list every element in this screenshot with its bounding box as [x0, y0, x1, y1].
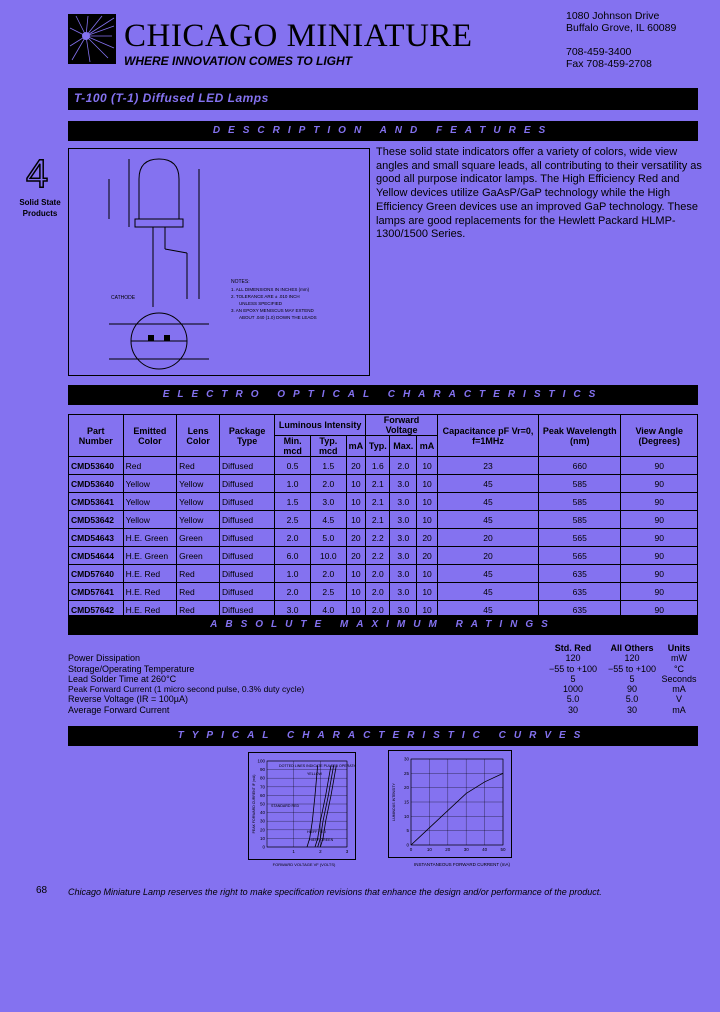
x-tick-label: 10 — [426, 847, 432, 852]
brand-name: CHICAGO MINIATURE — [124, 18, 473, 54]
ratings-table — [68, 643, 698, 715]
table-cell: Diffused — [220, 457, 275, 475]
y-tick-label: 20 — [403, 785, 409, 791]
table-cell: 90 — [621, 601, 698, 619]
table-cell: 90 — [621, 529, 698, 547]
section-number: 4 — [26, 152, 49, 196]
table-cell: 23 — [437, 457, 538, 475]
table-cell: 2.1 — [366, 493, 390, 511]
ratings-col-units: Units — [667, 643, 691, 653]
table-cell: 5.0 — [310, 529, 346, 547]
table-cell: CMD57641 — [69, 583, 124, 601]
contact-block — [566, 10, 696, 70]
table-cell: Red — [123, 457, 177, 475]
section-electro-header: ELECTRO OPTICAL CHARACTERISTICS — [68, 385, 698, 405]
table-cell: CMD53640 — [69, 457, 124, 475]
table-cell: 2.2 — [366, 529, 390, 547]
ratings-cell: 5.0 — [566, 694, 580, 705]
table-cell: 3.0 — [390, 475, 417, 493]
table-row — [69, 583, 698, 601]
table-cell: 20 — [437, 529, 538, 547]
group-forward: Forward Voltage — [366, 415, 438, 436]
table-cell: 1.0 — [275, 565, 311, 583]
ratings-row — [68, 664, 698, 674]
y-tick-label: 15 — [403, 799, 409, 805]
section-absolute-header: ABSOLUTE MAXIMUM RATINGS — [68, 615, 698, 635]
table-row — [69, 565, 698, 583]
table-cell: 660 — [539, 457, 621, 475]
y-tick-label: 60 — [259, 792, 265, 798]
y-tick-label: 25 — [403, 770, 409, 776]
table-cell: CMD57642 — [69, 601, 124, 619]
ratings-cell: 5 — [629, 673, 635, 684]
page-title: T-100 (T-1) Diffused LED Lamps — [74, 91, 269, 105]
table-cell: H.E. Green — [123, 529, 177, 547]
col-ma1: mA — [346, 436, 366, 457]
address-line-2: Buffalo Grove, IL 60089 — [566, 22, 677, 34]
table-cell: 3.0 — [390, 493, 417, 511]
table-cell: 10 — [346, 583, 366, 601]
table-cell: 2.0 — [366, 601, 390, 619]
table-cell: CMD53640 — [69, 475, 124, 493]
table-cell: H.E. Green — [123, 547, 177, 565]
luminous-intensity-chart — [388, 750, 512, 858]
x-tick-label: 0 — [409, 847, 413, 852]
section-description-header: DESCRIPTION AND FEATURES — [68, 121, 698, 141]
table-cell: Diffused — [220, 511, 275, 529]
table-cell: 3.0 — [390, 583, 417, 601]
table-cell: 45 — [437, 493, 538, 511]
y-tick-label: 90 — [259, 767, 265, 773]
ratings-row — [68, 705, 698, 715]
table-row — [69, 475, 698, 493]
table-cell: 90 — [621, 511, 698, 529]
table-cell: Diffused — [220, 547, 275, 565]
table-cell: Yellow — [177, 475, 220, 493]
table-cell: Yellow — [123, 475, 177, 493]
series-line — [320, 765, 336, 847]
table-cell: 4.5 — [310, 511, 346, 529]
table-cell: 45 — [437, 475, 538, 493]
table-cell: 1.0 — [275, 475, 311, 493]
ratings-cell: 30 — [626, 704, 637, 715]
y-tick-label: 10 — [259, 835, 265, 841]
table-cell: 10 — [346, 601, 366, 619]
table-cell: 2.2 — [366, 547, 390, 565]
x-tick-label: 40 — [482, 847, 488, 852]
table-cell: 2.0 — [310, 565, 346, 583]
table-cell: Diffused — [220, 565, 275, 583]
table-cell: 10 — [417, 475, 438, 493]
table-cell: Diffused — [220, 475, 275, 493]
table-cell: 45 — [437, 511, 538, 529]
table-cell: 2.1 — [366, 475, 390, 493]
chart-annotation: DOTTED LINES INDICATE PULSED OPERATION — [279, 764, 355, 768]
table-cell: 635 — [539, 565, 621, 583]
ratings-cell: mA — [672, 704, 686, 715]
table-cell: Red — [177, 583, 220, 601]
table-cell: CMD53641 — [69, 493, 124, 511]
table-cell: 3.0 — [390, 529, 417, 547]
table-row — [69, 511, 698, 529]
chart1-xlabel: FORWARD VOLTAGE VF (VOLTS) — [272, 862, 336, 867]
table-row — [69, 529, 698, 547]
led-dome — [139, 159, 179, 219]
col-vmax: Max. — [390, 436, 417, 457]
table-cell: H.E. Red — [123, 565, 177, 583]
y-tick-label: 30 — [259, 818, 265, 824]
ratings-cell: Storage/Operating Temperature — [68, 663, 195, 674]
table-cell: Red — [177, 457, 220, 475]
table-cell: 565 — [539, 547, 621, 565]
ratings-cell: 120 — [565, 653, 581, 664]
table-cell: 90 — [621, 475, 698, 493]
ratings-cell: Lead Solder Time at 260°C — [68, 673, 177, 684]
table-cell: 10 — [417, 565, 438, 583]
table-cell: 90 — [621, 547, 698, 565]
table-cell: 90 — [621, 457, 698, 475]
y-tick-label: 20 — [259, 827, 265, 833]
table-cell: 45 — [437, 565, 538, 583]
col-package: Package Type — [220, 415, 275, 457]
ratings-cell: mW — [671, 653, 687, 664]
table-cell: 3.0 — [275, 601, 311, 619]
led-flange — [135, 219, 183, 227]
table-cell: 2.5 — [275, 511, 311, 529]
table-cell: Red — [177, 601, 220, 619]
table-cell: Yellow — [177, 493, 220, 511]
table-cell: 10 — [417, 457, 438, 475]
table-cell: CMD57640 — [69, 565, 124, 583]
note-3b: ABOUT .040 (1.0) DOWN THE LEADS — [239, 315, 317, 320]
table-cell: 2.1 — [366, 511, 390, 529]
table-cell: 10 — [346, 565, 366, 583]
col-lens: Lens Color — [177, 415, 220, 457]
table-cell: H.E. Red — [123, 583, 177, 601]
table-cell: 45 — [437, 583, 538, 601]
address-line-1: 1080 Johnson Drive — [566, 10, 660, 22]
x-tick-label: 50 — [500, 847, 506, 852]
table-cell: 6.0 — [275, 547, 311, 565]
table-row — [69, 547, 698, 565]
table-cell: 585 — [539, 475, 621, 493]
table-cell: 2.0 — [366, 565, 390, 583]
table-row — [69, 457, 698, 475]
y-tick-label: 50 — [259, 801, 265, 807]
chart-annotation: YELLOW — [307, 772, 322, 776]
series-line — [307, 765, 318, 847]
table-cell: Diffused — [220, 601, 275, 619]
table-cell: 635 — [539, 601, 621, 619]
series-line — [318, 765, 334, 847]
x-tick-label: 30 — [463, 847, 469, 852]
ratings-cell: Power Dissipation — [68, 653, 141, 664]
table-cell: 20 — [346, 547, 366, 565]
col-capacitance: Capacitance pF Vr=0, f=1MHz — [437, 415, 538, 457]
forward-voltage-chart — [248, 752, 356, 860]
cathode-label: CATHODE — [111, 295, 136, 301]
table-cell: 10 — [417, 583, 438, 601]
y-tick-label: 5 — [406, 828, 409, 834]
col-view: View Angle (Degrees) — [621, 415, 698, 457]
table-cell: 90 — [621, 583, 698, 601]
table-cell: 10 — [417, 511, 438, 529]
ratings-row — [68, 674, 698, 684]
table-cell: 20 — [417, 529, 438, 547]
table-cell: 585 — [539, 511, 621, 529]
col-ma2: mA — [417, 436, 438, 457]
table-cell: 2.0 — [275, 529, 311, 547]
table-cell: 90 — [621, 493, 698, 511]
table-row — [69, 493, 698, 511]
table-cell: 1.6 — [366, 457, 390, 475]
side-label: Solid State Products — [19, 198, 61, 218]
table-cell: 1.5 — [310, 457, 346, 475]
y-tick-label: 100 — [257, 758, 265, 764]
col-peak: Peak Wavelength (nm) — [539, 415, 621, 457]
ratings-cell: V — [675, 694, 682, 705]
note-2: 2. TOLERANCE ARE ± .010 INCH — [231, 294, 300, 299]
ratings-cell: 30 — [567, 704, 578, 715]
note-1: 1. ALL DIMENSIONS IN INCHES (mm) — [231, 287, 310, 292]
led-dimension-diagram — [68, 148, 370, 376]
ratings-row — [68, 684, 698, 694]
table-cell: 3.0 — [390, 511, 417, 529]
table-cell: 20 — [346, 457, 366, 475]
y-tick-label: 0 — [406, 842, 409, 848]
y-tick-label: 80 — [259, 775, 265, 781]
table-cell: 3.0 — [390, 547, 417, 565]
footer-note: Chicago Miniature Lamp reserves the right to make specification revisions that enhance the design and/or performance of the product. — [68, 887, 602, 897]
col-vtyp: Typ. — [366, 436, 390, 457]
description-text: These solid state indicators offer a variety of colors, wide view angles and small square leads, all contributing to their versatility as good all purpose indicator lamps. The High Efficiency Red and Yellow devices utilize GaAsP/GaP technology while the High Efficiency Green devices use an improved GaP technology. These lamps are good replacements for the Hewlett Packard HLMP-1300/1500 Series. — [376, 146, 702, 241]
ratings-cell: −55 to +100 — [548, 663, 598, 674]
col-typ: Typ. mcd — [310, 436, 346, 457]
table-cell: 565 — [539, 529, 621, 547]
table-cell: 2.0 — [390, 457, 417, 475]
ratings-cell: 5.0 — [625, 694, 639, 705]
table-cell: 4.0 — [310, 601, 346, 619]
table-cell: Diffused — [220, 583, 275, 601]
table-cell: 10 — [346, 493, 366, 511]
y-tick-label: 10 — [403, 813, 409, 819]
chart-annotation: HIEFF GREEN — [309, 838, 334, 842]
ratings-cell: 1000 — [562, 684, 584, 695]
table-cell: CMD54643 — [69, 529, 124, 547]
ratings-cell: mA — [672, 684, 686, 695]
y-tick-label: 70 — [259, 784, 265, 790]
ratings-header — [68, 643, 698, 653]
ratings-cell: °C — [673, 663, 685, 674]
table-cell: 90 — [621, 565, 698, 583]
x-tick-label: 3 — [345, 849, 349, 854]
note-2b: UNLESS SPECIFIED — [239, 301, 283, 306]
table-cell: Green — [177, 529, 220, 547]
table-cell: 10 — [346, 475, 366, 493]
table-cell: 20 — [437, 547, 538, 565]
table-cell: Yellow — [123, 493, 177, 511]
table-cell: 585 — [539, 493, 621, 511]
table-cell: 20 — [417, 547, 438, 565]
table-cell: 3.0 — [310, 493, 346, 511]
chart-annotation: HIEFF RED — [307, 830, 326, 834]
x-tick-label: 2 — [319, 849, 322, 854]
ratings-row — [68, 694, 698, 704]
notes-title: NOTES: — [231, 279, 250, 285]
table-cell: 1.5 — [275, 493, 311, 511]
ratings-col-std: Std. Red — [554, 643, 592, 653]
ratings-cell: 5 — [570, 673, 576, 684]
chart-annotation: STANDARD RED — [271, 804, 300, 808]
x-tick-label: 20 — [445, 847, 451, 852]
ratings-cell: Peak Forward Current (1 micro second pulse, 0.3% duty cycle) — [68, 684, 305, 695]
table-cell: Red — [177, 565, 220, 583]
table-cell: 45 — [437, 601, 538, 619]
ratings-col-others: All Others — [610, 643, 654, 653]
table-cell: CMD54644 — [69, 547, 124, 565]
table-cell: 20 — [346, 529, 366, 547]
ratings-row — [68, 653, 698, 663]
table-cell: 3.0 — [390, 601, 417, 619]
y-axis-label: LUMINOUS INTENSITY — [392, 783, 396, 821]
tagline: WHERE INNOVATION COMES TO LIGHT — [124, 54, 352, 68]
table-cell: 2.5 — [310, 583, 346, 601]
page-title-bar — [68, 88, 698, 110]
y-axis-label: PEAK FORWARD CURRENT IF (mA) — [252, 774, 256, 834]
table-cell: 2.0 — [366, 583, 390, 601]
ratings-cell: Average Forward Current — [68, 704, 170, 715]
company-logo — [68, 14, 116, 64]
table-cell: 0.5 — [275, 457, 311, 475]
table-cell: H.E. Red — [123, 601, 177, 619]
fax: Fax 708-459-2708 — [566, 58, 652, 70]
starburst-icon — [68, 14, 116, 64]
note-3: 3. AN EPOXY MENISCUS MAY EXTEND — [231, 308, 314, 313]
table-cell: 10 — [417, 493, 438, 511]
series-line — [411, 773, 503, 845]
page-number: 68 — [36, 885, 48, 896]
ratings-cell: 90 — [626, 684, 637, 695]
ratings-cell: −55 to +100 — [607, 663, 657, 674]
y-tick-label: 40 — [259, 810, 265, 816]
table-cell: Diffused — [220, 529, 275, 547]
table-cell: 10 — [417, 601, 438, 619]
ratings-cell: Reverse Voltage (IR = 100µA) — [68, 694, 188, 705]
y-tick-label: 0 — [262, 844, 265, 850]
table-cell: Green — [177, 547, 220, 565]
phone: 708-459-3400 — [566, 46, 632, 58]
ratings-cell: Seconds — [661, 673, 697, 684]
table-cell: Yellow — [123, 511, 177, 529]
chart2-xlabel: INSTANTANEOUS FORWARD CURRENT (mA) — [413, 862, 510, 867]
electro-optical-table — [68, 414, 698, 619]
col-emitted: Emitted Color — [123, 415, 177, 457]
table-cell: 10.0 — [310, 547, 346, 565]
table-cell: 3.0 — [390, 565, 417, 583]
x-tick-label: 1 — [292, 849, 295, 854]
table-cell: 2.0 — [310, 475, 346, 493]
group-luminous: Luminous Intensity — [275, 415, 366, 436]
table-cell: CMD53642 — [69, 511, 124, 529]
table-cell: 10 — [346, 511, 366, 529]
col-min: Min. mcd — [275, 436, 311, 457]
table-cell: 635 — [539, 583, 621, 601]
table-cell: Diffused — [220, 493, 275, 511]
ratings-cell: 120 — [624, 653, 640, 664]
col-part: Part Number — [69, 415, 124, 457]
y-tick-label: 30 — [403, 756, 409, 762]
table-cell: Yellow — [177, 511, 220, 529]
section-curves-header: TYPICAL CHARACTERISTIC CURVES — [68, 726, 698, 746]
table-cell: 2.0 — [275, 583, 311, 601]
